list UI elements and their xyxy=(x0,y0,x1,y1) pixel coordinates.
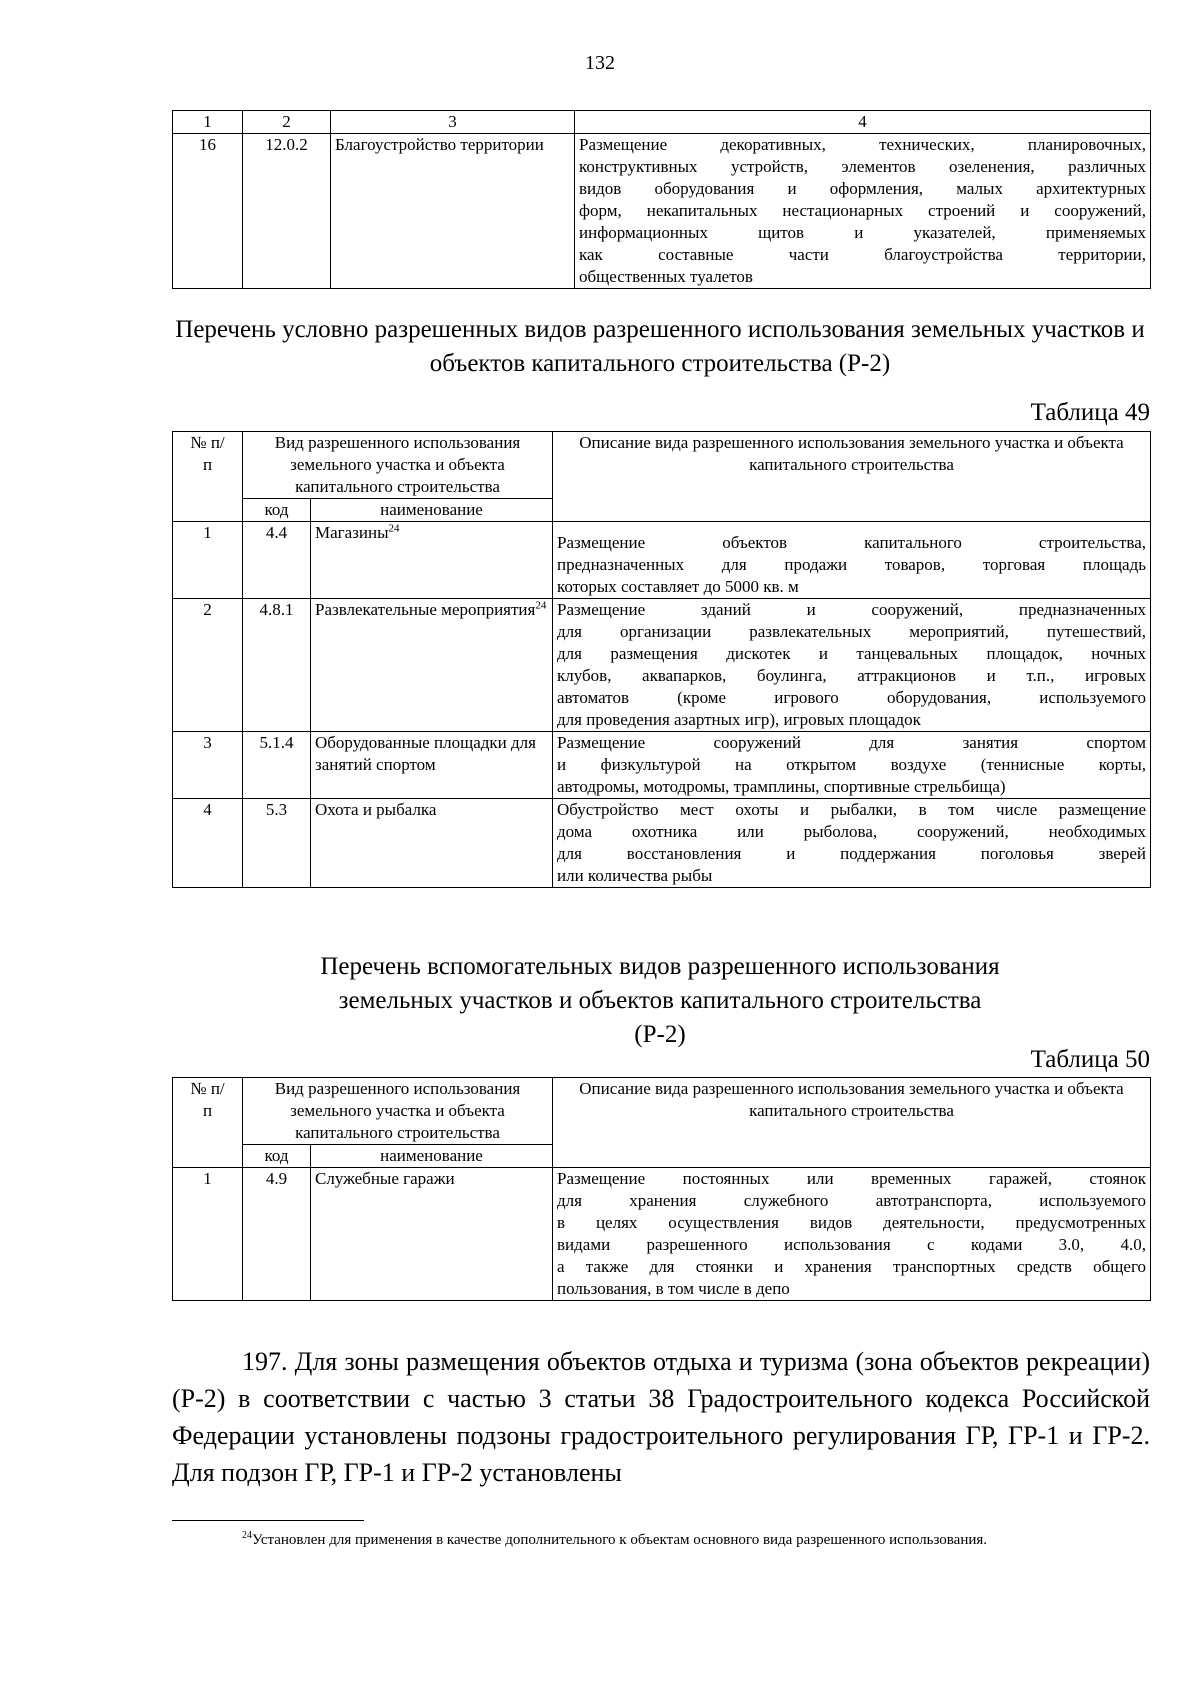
description-line: для восстановления и поддержания поголовья зверей xyxy=(557,844,1146,863)
row-name xyxy=(311,599,553,732)
row-description xyxy=(553,599,1151,732)
table-caption-49: Таблица 49 xyxy=(1030,399,1150,426)
row-number: 1 xyxy=(173,1168,243,1301)
description-line: дома охотника или рыболова, сооружений, необходимых xyxy=(557,822,1146,841)
description-line: видов оборудования и оформления, малых архитектурных xyxy=(579,179,1146,198)
row-description xyxy=(553,1168,1151,1301)
row-code: 5.3 xyxy=(243,799,311,888)
table-row xyxy=(173,522,1151,599)
description-line: а также для стоянки и хранения транспортных средств общего xyxy=(557,1257,1146,1276)
description-line: Размещение декоративных, технических, планировочных, xyxy=(579,135,1146,154)
section-heading-conditional: Перечень условно разрешенных видов разрешенного использования земельных участков и объектов капитального строительства (Р-2) xyxy=(175,316,1145,377)
description-line: клубов, аквапарков, боулинга, аттракционов и т.п., игровых xyxy=(557,666,1146,685)
description-line: общественных туалетов xyxy=(579,267,753,286)
footnote-marker: 24 xyxy=(242,1530,252,1541)
table-row xyxy=(173,799,1151,888)
header-use-type: Вид разрешенного использования земельного участка и объекта капитального строительства xyxy=(243,432,553,499)
header-name: наименование xyxy=(311,1145,553,1168)
row-code: 4.8.1 xyxy=(243,599,311,732)
footnote-ref: 24 xyxy=(535,599,547,612)
description-line: для проведения азартных игр), игровых площадок xyxy=(557,710,921,729)
row-code: 5.1.4 xyxy=(243,732,311,799)
description-line: Обустройство мест охоты и рыбалки, в том числе размещение xyxy=(557,800,1146,819)
footnote-text: Установлен для применения в качестве дополнительного к объектам основного вида разрешенного использования. xyxy=(252,1532,988,1548)
header-description: Описание вида разрешенного использования земельного участка и объекта капитального строительства xyxy=(553,432,1151,522)
row-code: 12.0.2 xyxy=(243,134,331,289)
description-line: предназначенных для продажи товаров, торговая площадь xyxy=(557,555,1146,574)
description-line: для размещения дискотек и танцевальных площадок, ночных xyxy=(557,644,1146,663)
description-line: автоматов (кроме игрового оборудования, используемого xyxy=(557,688,1146,707)
row-description xyxy=(575,134,1151,289)
continuation-table xyxy=(172,110,1151,289)
description-line: конструктивных устройств, элементов озеленения, различных xyxy=(579,157,1146,176)
row-code: 4.9 xyxy=(243,1168,311,1301)
table-header-row xyxy=(173,1078,1151,1145)
description-line: в целях осуществления видов деятельности, предусмотренных xyxy=(557,1213,1146,1232)
description-line: Размещение постоянных или временных гаражей, стоянок xyxy=(557,1169,1146,1188)
description-line: или количества рыбы xyxy=(557,866,713,885)
table-49 xyxy=(172,431,1151,888)
page-number: 132 xyxy=(585,52,615,74)
header-cell: 2 xyxy=(243,111,331,134)
description-line: видами разрешенного использования с кодами 3.0, 4.0, xyxy=(557,1235,1146,1254)
table-row xyxy=(173,134,1151,289)
row-description xyxy=(553,732,1151,799)
table-50 xyxy=(172,1077,1151,1301)
footnote-divider xyxy=(172,1520,364,1521)
footnote xyxy=(172,1530,1150,1551)
header-num: № п/п xyxy=(173,432,243,522)
table-row xyxy=(173,732,1151,799)
header-code: код xyxy=(243,1145,311,1168)
row-description xyxy=(553,522,1151,599)
description-line: для хранения служебного автотранспорта, используемого xyxy=(557,1191,1146,1210)
description-line: как составные части благоустройства территории, xyxy=(579,245,1146,264)
row-name: Служебные гаражи xyxy=(311,1168,553,1301)
body-paragraph: 197. Для зоны размещения объектов отдыха и туризма (зона объектов рекреации) (Р-2) в соответствии с частью 3 статьи 38 Градостроительного кодекса Российской Федерации установлены подзоны градостроительного регулирования ГР, ГР-1 и ГР-2. Для подзон ГР, ГР-1 и ГР-2 установлены xyxy=(172,1347,1150,1487)
description-line: для организации развлекательных мероприятий, путешествий, xyxy=(557,622,1146,641)
header-name: наименование xyxy=(311,499,553,522)
row-number: 16 xyxy=(173,134,243,289)
row-name: Благоустройство территории xyxy=(331,134,575,289)
row-name-text: Развлекательные мероприятия xyxy=(315,600,536,619)
table-header-row xyxy=(173,432,1151,499)
table-row xyxy=(173,599,1151,732)
row-name: Оборудованные площадки для занятий спортом xyxy=(311,732,553,799)
description-line: Размещение зданий и сооружений, предназначенных xyxy=(557,600,1146,619)
header-num: № п/п xyxy=(173,1078,243,1168)
header-cell: 3 xyxy=(331,111,575,134)
row-number: 4 xyxy=(173,799,243,888)
row-name xyxy=(311,522,553,599)
header-code: код xyxy=(243,499,311,522)
row-number: 2 xyxy=(173,599,243,732)
header-cell: 4 xyxy=(575,111,1151,134)
table-header-row xyxy=(173,111,1151,134)
description-line: форм, некапитальных нестационарных строений и сооружений, xyxy=(579,201,1146,220)
row-code: 4.4 xyxy=(243,522,311,599)
description-line: и физкультурой на открытом воздухе (теннисные корты, xyxy=(557,755,1146,774)
description-line: информационных щитов и указателей, применяемых xyxy=(579,223,1146,242)
section-heading-auxiliary: Перечень вспомогательных видов разрешенного использования земельных участков и объектов капитального строительства (Р-2) xyxy=(320,953,1000,1048)
header-description: Описание вида разрешенного использования земельного участка и объекта капитального строительства xyxy=(553,1078,1151,1168)
header-cell: 1 xyxy=(173,111,243,134)
description-line: Размещение объектов капитального строительства, xyxy=(557,533,1146,552)
row-name: Охота и рыбалка xyxy=(311,799,553,888)
row-number: 3 xyxy=(173,732,243,799)
footnote-ref: 24 xyxy=(388,522,400,535)
row-name-text: Магазины xyxy=(315,523,389,542)
table-row xyxy=(173,1168,1151,1301)
row-description xyxy=(553,799,1151,888)
row-number: 1 xyxy=(173,522,243,599)
description-line: Размещение сооружений для занятия спортом xyxy=(557,733,1146,752)
header-use-type: Вид разрешенного использования земельного участка и объекта капитального строительства xyxy=(243,1078,553,1145)
description-line: пользования, в том числе в депо xyxy=(557,1279,790,1298)
description-line: которых составляет до 5000 кв. м xyxy=(557,577,799,596)
description-line: автодромы, мотодромы, трамплины, спортивные стрельбища) xyxy=(557,777,1006,796)
table-caption-50: Таблица 50 xyxy=(1030,1046,1150,1073)
